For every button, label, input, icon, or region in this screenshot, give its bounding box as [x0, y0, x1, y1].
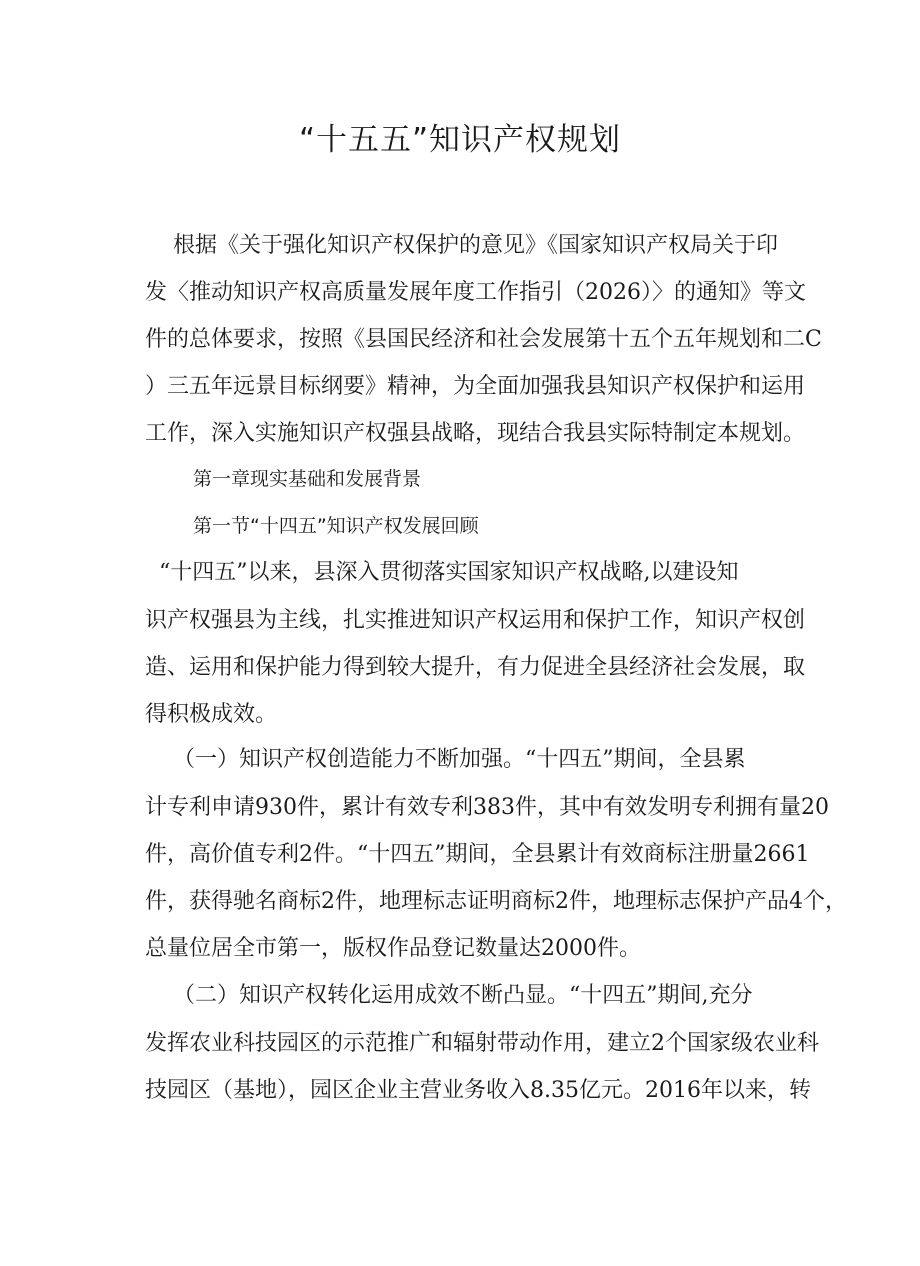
review-line: “十四五”以来，县深入贯彻落实国家知识产权战略,以建设知 [145, 560, 739, 585]
item2-line: 发挥农业科技园区的示范推广和辐射带动作用，建立2个国家级农业科 [145, 1031, 819, 1056]
section-heading: 第一节“十四五”知识产权发展回顾 [193, 515, 479, 537]
item2-line: 技园区（基地），园区企业主营业务收入8.35亿元。2016年以来，转 [145, 1078, 811, 1103]
intro-line: 根据《关于强化知识产权保护的意见》《国家知识产权局关于印 [145, 233, 778, 258]
item1-line: （一）知识产权创造能力不断加强。“十四五”期间，全县累 [145, 747, 746, 772]
intro-line: 发〈推动知识产权高质量发展年度工作指引（2026）〉的通知》等文 [145, 280, 806, 305]
document-title: “十五五”知识产权规划 [298, 122, 622, 158]
chapter-heading: 第一章现实基础和发展背景 [193, 468, 422, 490]
item1-line: 件，获得驰名商标2件，地理标志证明商标2件，地理标志保护产品4个， [145, 889, 847, 914]
review-line: 识产权强县为主线，扎实推进知识产权运用和保护工作，知识产权创 [145, 608, 806, 633]
review-line: 造、运用和保护能力得到较大提升，有力促进全县经济社会发展，取 [145, 655, 806, 680]
intro-line: 工作，深入实施知识产权强县战略，现结合我县实际特制定本规划。 [145, 421, 806, 446]
review-line: 得积极成效。 [145, 702, 278, 727]
item1-line: 计专利申请930件，累计有效专利383件，其中有效发明专利拥有量20 [145, 795, 829, 820]
item1-line: 总量位居全市第一，版权作品登记数量达2000件。 [145, 936, 641, 961]
item2-line: （二）知识产权转化运用成效不断凸显。“十四五”期间,充分 [145, 983, 753, 1008]
intro-line: ）三五年远景目标纲要》精神，为全面加强我县知识产权保护和运用 [145, 374, 806, 399]
item1-line: 件，高价值专利2件。“十四五”期间，全县累计有效商标注册量2661 [145, 842, 810, 867]
intro-line: 件的总体要求，按照《县国民经济和社会发展第十五个五年规划和二C [145, 327, 822, 352]
